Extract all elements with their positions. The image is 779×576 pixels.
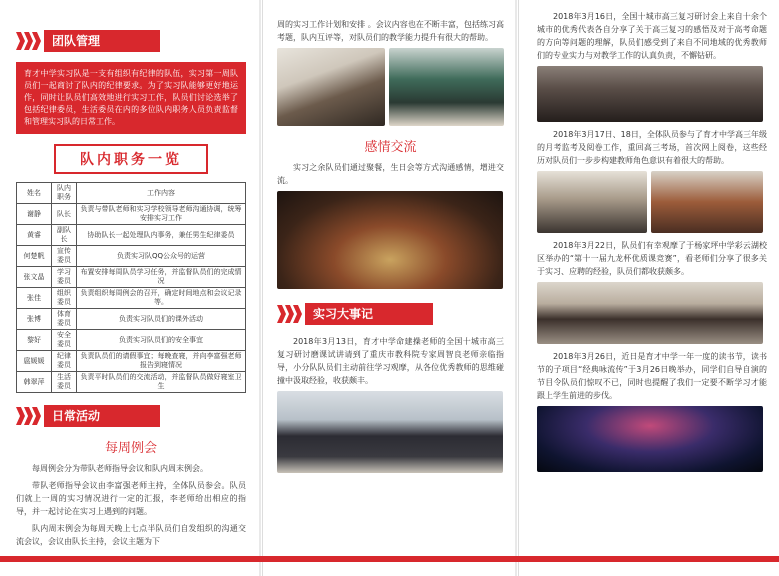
table-row	[17, 351, 246, 372]
cell-work: 布置安排每周队员学习任务，并监督队员们的完成情况	[77, 267, 246, 288]
panel-left	[0, 0, 258, 576]
cell-position: 学习委员	[52, 267, 77, 288]
paragraph: 2018年3月22日，队员们有幸观摩了于杨家坪中学彩云湖校区举办的“第十一届九龙杯优质课竞赛”，看老师们分享了很多关于实习、应聘的经验，队员们都收获颇多。	[537, 241, 767, 276]
cell-work: 负责平时队员们的交流活动，并监督队员做好寝室卫生	[77, 372, 246, 393]
marking-photo	[651, 171, 763, 233]
table-header-row	[17, 183, 246, 204]
events-header	[277, 301, 504, 327]
header-name: 姓名	[17, 183, 52, 204]
cell-position: 生活委员	[52, 372, 77, 393]
cell-name: 张博	[17, 309, 52, 330]
cell-name: 张文晶	[17, 267, 52, 288]
cell-name: 黄睿	[17, 225, 52, 246]
cell-position: 队长	[52, 204, 77, 225]
duty-table	[16, 182, 246, 393]
emotion-heading: 感情交流	[364, 140, 417, 155]
paragraph: 队内周末例会为每周天晚上七点半队员们自发组织的沟通交流会议，会议由队长主持，会议主题为下	[16, 524, 246, 546]
cell-name: 张佳	[17, 288, 52, 309]
bottom-red-stripe	[0, 556, 779, 562]
cell-name: 韩翠萍	[17, 372, 52, 393]
section-heading: 实习大事记	[305, 303, 433, 325]
group-photo	[277, 391, 503, 473]
table-row	[17, 225, 246, 246]
dinner-photo	[277, 191, 503, 289]
chevron-icon	[16, 407, 40, 425]
section-heading: 团队管理	[44, 30, 160, 52]
fold-line	[259, 0, 261, 576]
meeting-photo	[277, 48, 385, 126]
cell-name: 何楚帆	[17, 246, 52, 267]
table-row	[17, 288, 246, 309]
weekly-meeting-title: 每周例会	[104, 441, 157, 456]
cell-position: 组织委员	[52, 288, 77, 309]
table-row	[17, 330, 246, 351]
cell-position: 体育委员	[52, 309, 77, 330]
cell-position: 宣传委员	[52, 246, 77, 267]
team-mgmt-header	[16, 28, 246, 54]
cell-position: 副队长	[52, 225, 77, 246]
cell-work: 负责实习队QQ公众号的运营	[77, 246, 246, 267]
table-row	[17, 204, 246, 225]
chevron-icon	[16, 32, 40, 50]
conference-photo	[537, 66, 763, 122]
paragraph: 2018年3月13日，育才中学命建操老师的全国十城市高三复习研讨磨课试讲请到了重庆市教科院专家周智良老师亲临指导，小分队队员们主动前往学习观摩，从各位优秀教师的思维碰撞中汲取经验，收获颇丰。	[277, 337, 504, 385]
table-row	[17, 372, 246, 393]
cell-work: 负责实习队员们的课外活动	[77, 309, 246, 330]
photo-row	[277, 48, 504, 126]
cell-position: 安全委员	[52, 330, 77, 351]
fold-line	[515, 0, 517, 576]
cell-work: 负责队员们的请假事宜；每晚查寝，并向李富强老师报告到寝情况	[77, 351, 246, 372]
cell-name: 扈媛媛	[17, 351, 52, 372]
exam-hall-photo	[537, 171, 647, 233]
team-intro: 育才中学实习队是一支有组织有纪律的队伍，实习第一周队员们一起商讨了队内的纪律要求。为了实习队能够更好地运作，同时让队员们高效地进行实习工作，队员们讨论选举了包括纪律委员，生活委员在内的多位队内职务人员负责监督和管理实习队的日常工作。	[16, 62, 246, 134]
cell-position: 纪律委员	[52, 351, 77, 372]
cell-work: 负责实习队员们的安全事宜	[77, 330, 246, 351]
panel-right	[518, 0, 779, 576]
classroom-photo	[389, 48, 504, 126]
paragraph: 周的实习工作计划和安排 。会议内容也在不断丰富，包括练习高考题，队内互评等，对队员们的教学能力提升有很大的帮助。	[277, 20, 504, 42]
stage-photo	[537, 406, 763, 472]
cell-work: 负责与带队老师和实习学校领导老师沟通协调，统筹安排实习工作	[77, 204, 246, 225]
table-row	[17, 246, 246, 267]
paragraph: 2018年3月26日，近日是育才中学一年一度的读书节，读书节的子项目“经典咏流传”于3月26日晚举办，同学们自导自演的节目令队员们惊叹不已，同时也提醒了我们一定要不断学习才能跟上学生前进的步伐。	[537, 352, 767, 400]
paragraph: 实习之余队员们通过聚餐，生日会等方式沟通感情，增进交流。	[277, 163, 504, 185]
chevron-icon	[277, 305, 301, 323]
duty-table-title: 队内职务一览	[54, 144, 208, 174]
cell-name: 谢静	[17, 204, 52, 225]
paragraph: 每周例会分为带队老师指导会议和队内周末例会。	[32, 464, 208, 473]
cell-work: 协助队长一起处理队内事务，兼任男生纪律委员	[77, 225, 246, 246]
table-row	[17, 267, 246, 288]
header-position: 队内职务	[52, 183, 77, 204]
cell-work: 负责组织每周例会的召开，确定时间地点和会议记录等。	[77, 288, 246, 309]
panel-middle	[262, 0, 514, 576]
header-work: 工作内容	[77, 183, 246, 204]
cell-name: 黎好	[17, 330, 52, 351]
team-photo	[537, 282, 763, 344]
photo-row	[537, 171, 767, 233]
paragraph: 2018年3月17日、18日，全体队员参与了育才中学高三年级的月考监考及阅卷工作，重回高三考场，首次网上阅卷，这些经历对队员们一步步构建教师角色意识有着很大的帮助。	[537, 130, 767, 165]
paragraph: 2018年3月16日，全国十城市高三复习研讨会上来自十余个城市的优秀代表各自分享了关于高三复习的感悟及对于高考命题的方向等问题的理解，队员们感受到了来自不同地域的优秀教师们的专业实力与对教学工作的认真负责，不懈钻研。	[537, 12, 767, 60]
table-row	[17, 309, 246, 330]
daily-header	[16, 403, 246, 429]
paragraph: 带队老师指导会议由李富强老师主持，全体队员参会。队员们就上一周的实习情况进行一定的汇报，李老师给出相应的指导，并一起讨论在实习上遇到的问题。	[16, 481, 246, 516]
section-heading: 日常活动	[44, 405, 160, 427]
